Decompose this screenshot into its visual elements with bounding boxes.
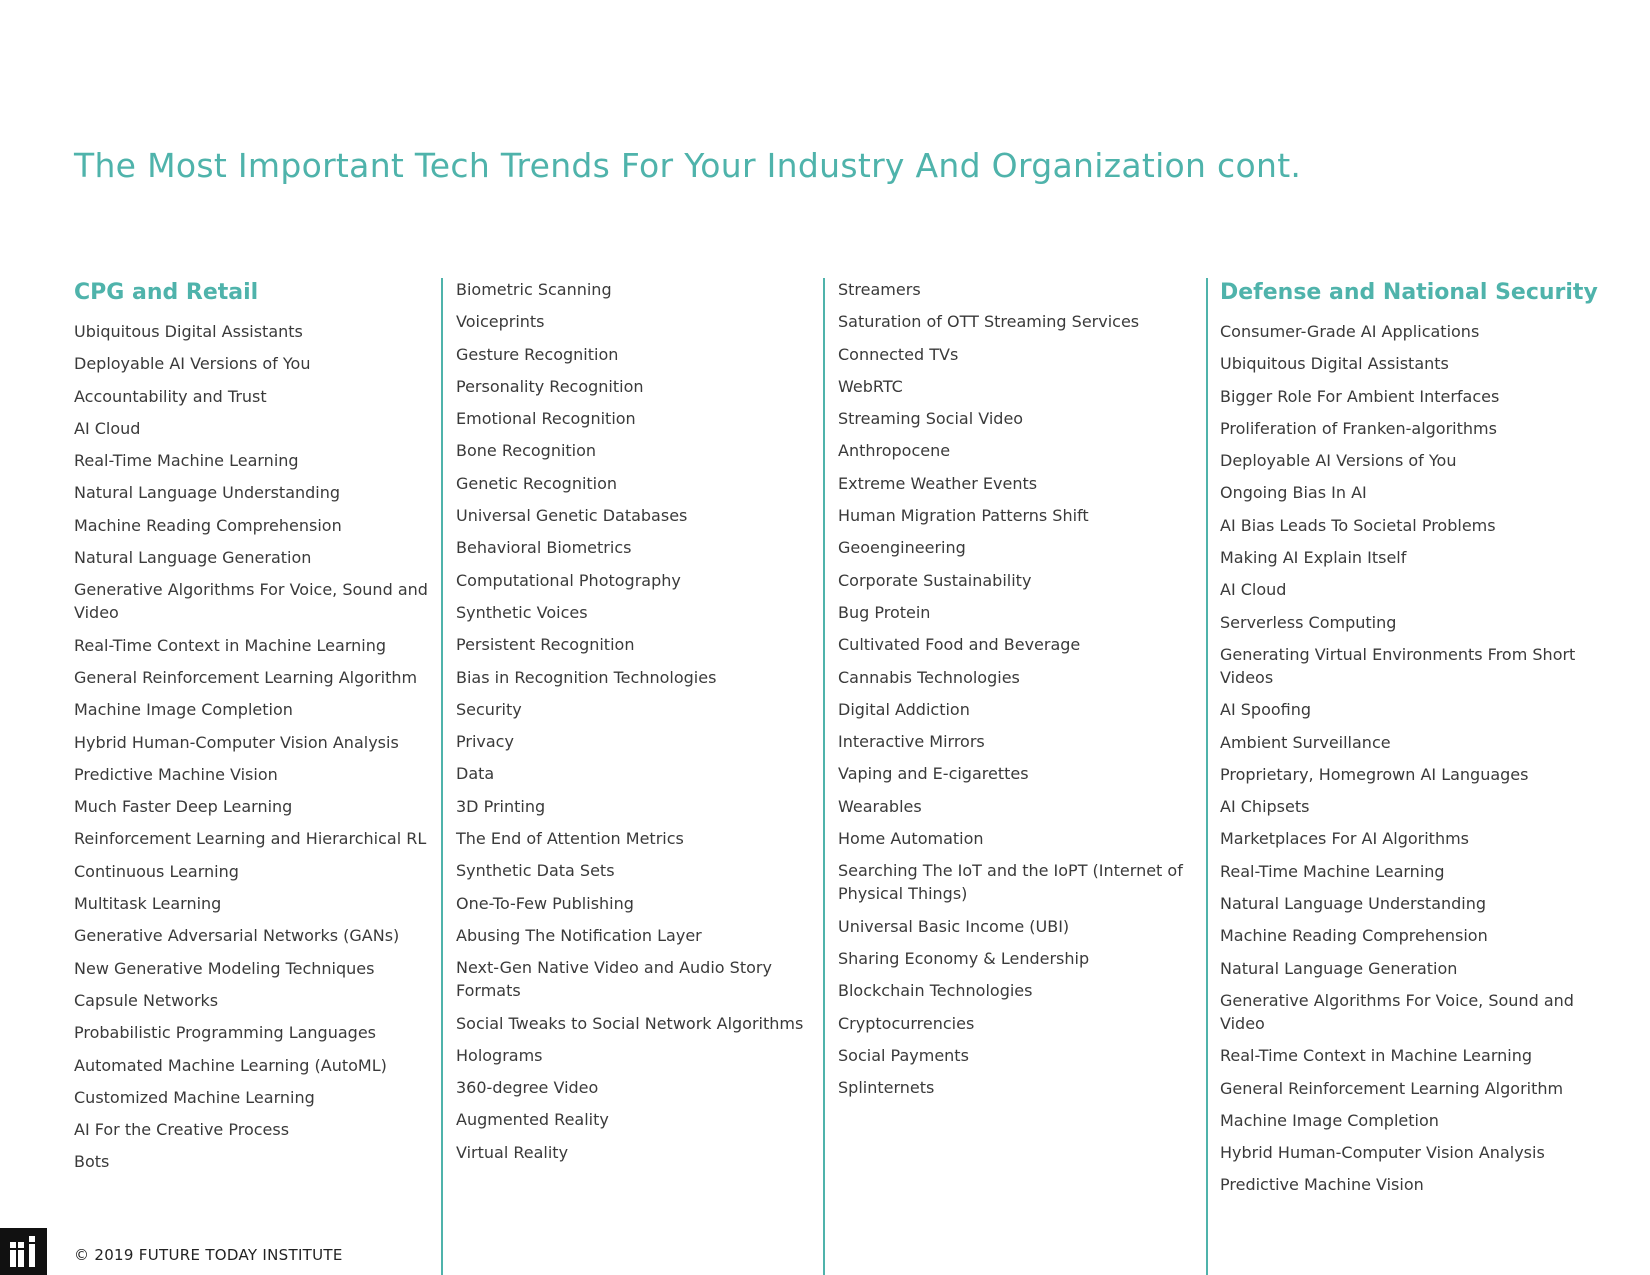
- trend-item: Natural Language Generation: [74, 548, 312, 568]
- trend-item: AI Bias Leads To Societal Problems: [1220, 515, 1496, 535]
- trend-item: Deployable AI Versions of You: [1220, 451, 1457, 471]
- trend-item: Ambient Surveillance: [1220, 732, 1391, 752]
- trend-item: Synthetic Voices: [456, 602, 588, 622]
- trend-item: Automated Machine Learning (AutoML): [74, 1055, 387, 1075]
- trend-item: Splinternets: [838, 1078, 935, 1098]
- trend-item: Consumer-Grade AI Applications: [1220, 322, 1480, 341]
- trend-item: Making AI Explain Itself: [1220, 548, 1407, 568]
- trend-item: Searching The IoT and the IoPT (Internet of Physical Things): [838, 861, 1183, 904]
- trend-item: Ubiquitous Digital Assistants: [1220, 354, 1449, 374]
- column-divider: [441, 278, 443, 1275]
- trend-item: Machine Reading Comprehension: [1220, 926, 1488, 946]
- trend-item: Biometric Scanning: [456, 280, 612, 299]
- trend-item: Ubiquitous Digital Assistants: [74, 322, 303, 341]
- trend-item: Cultivated Food and Beverage: [838, 635, 1081, 655]
- trend-item: Synthetic Data Sets: [456, 861, 615, 881]
- trend-item: Behavioral Biometrics: [456, 538, 632, 558]
- trend-item: Cannabis Technologies: [838, 667, 1020, 687]
- trend-item: Persistent Recognition: [456, 635, 635, 655]
- trend-item: Bigger Role For Ambient Interfaces: [1220, 386, 1500, 406]
- trend-item: General Reinforcement Learning Algorithm: [1220, 1078, 1564, 1098]
- trend-item: Real-Time Context in Machine Learning: [1220, 1046, 1532, 1066]
- trend-item: Streamers: [838, 280, 921, 299]
- trend-item: Hybrid Human-Computer Vision Analysis: [1220, 1143, 1545, 1163]
- trend-item: Natural Language Generation: [1220, 958, 1458, 978]
- trend-item: Machine Reading Comprehension: [74, 515, 342, 535]
- trend-item: Capsule Networks: [74, 990, 219, 1010]
- trend-item: Sharing Economy & Lendership: [838, 948, 1090, 968]
- trend-item: WebRTC: [838, 376, 903, 396]
- trend-item: Next-Gen Native Video and Audio Story Formats: [456, 958, 772, 1001]
- trend-item: Voiceprints: [456, 312, 545, 332]
- trend-item: Virtual Reality: [456, 1142, 569, 1162]
- trend-item: Digital Addiction: [838, 699, 970, 719]
- trend-item: Social Tweaks to Social Network Algorithms: [456, 1013, 804, 1033]
- trend-item: Computational Photography: [456, 570, 681, 590]
- trend-item: Ongoing Bias In AI: [1220, 483, 1367, 503]
- trend-item: Accountability and Trust: [74, 386, 267, 406]
- trend-item: AI Chipsets: [1220, 797, 1310, 817]
- trend-item: Marketplaces For AI Algorithms: [1220, 829, 1469, 849]
- trend-item: Personality Recognition: [456, 376, 644, 396]
- copyright-text: © 2019 FUTURE TODAY INSTITUTE: [74, 1246, 343, 1264]
- trend-item: 360-degree Video: [456, 1078, 599, 1098]
- trend-item: Holograms: [456, 1045, 543, 1065]
- column-2: [456, 278, 816, 1173]
- trend-item: One-To-Few Publishing: [456, 893, 634, 913]
- trend-item: Universal Basic Income (UBI): [838, 916, 1070, 936]
- trend-item: Machine Image Completion: [74, 700, 293, 720]
- trend-item: Security: [456, 699, 522, 719]
- trend-item: Probabilistic Programming Languages: [74, 1023, 376, 1043]
- trend-item: Natural Language Understanding: [1220, 894, 1487, 914]
- trend-item: Generative Adversarial Networks (GANs): [74, 926, 400, 946]
- trend-item: Proprietary, Homegrown AI Languages: [1220, 764, 1529, 784]
- trend-item: Much Faster Deep Learning: [74, 797, 293, 817]
- column-cpg-retail: [74, 278, 434, 1183]
- trend-item: Data: [456, 764, 495, 784]
- trend-item: Generative Algorithms For Voice, Sound and Video: [74, 580, 428, 623]
- trend-item: Wearables: [838, 796, 922, 816]
- trend-list: [1220, 320, 1592, 1196]
- trend-item: Corporate Sustainability: [838, 570, 1032, 590]
- trend-item: Streaming Social Video: [838, 409, 1024, 429]
- trend-list: [838, 278, 1198, 1099]
- trend-item: Genetic Recognition: [456, 473, 618, 493]
- column-3: [838, 278, 1198, 1108]
- trend-item: Saturation of OTT Streaming Services: [838, 312, 1140, 332]
- trend-item: Serverless Computing: [1220, 612, 1397, 632]
- trend-item: Customized Machine Learning: [74, 1087, 315, 1107]
- trend-list: [74, 320, 434, 1173]
- trend-item: Hybrid Human-Computer Vision Analysis: [74, 732, 399, 752]
- trend-item: Bug Protein: [838, 602, 931, 622]
- trend-item: Predictive Machine Vision: [1220, 1175, 1424, 1195]
- trend-item: Privacy: [456, 732, 514, 752]
- trend-item: AI Cloud: [1220, 580, 1287, 600]
- trend-item: Bone Recognition: [456, 441, 597, 461]
- trend-item: Gesture Recognition: [456, 344, 619, 364]
- trend-item: AI Spoofing: [1220, 700, 1312, 720]
- trend-item: Extreme Weather Events: [838, 473, 1038, 493]
- trend-item: Anthropocene: [838, 441, 951, 461]
- column-divider: [823, 278, 825, 1275]
- trend-item: Continuous Learning: [74, 861, 239, 881]
- trend-item: AI Cloud: [74, 418, 141, 438]
- trend-item: New Generative Modeling Techniques: [74, 958, 375, 978]
- trend-item: Bots: [74, 1152, 110, 1172]
- column-defense-national-security: [1220, 278, 1598, 1206]
- trend-item: Emotional Recognition: [456, 409, 636, 429]
- trend-item: Connected TVs: [838, 344, 959, 364]
- trend-item: Real-Time Machine Learning: [1220, 861, 1445, 881]
- trend-item: Augmented Reality: [456, 1110, 609, 1130]
- trend-list: [456, 278, 816, 1164]
- trend-item: Abusing The Notification Layer: [456, 925, 702, 945]
- trend-item: Natural Language Understanding: [74, 483, 341, 503]
- trend-item: Generative Algorithms For Voice, Sound and Video: [1220, 990, 1574, 1033]
- section-heading-cpg-retail: CPG and Retail: [74, 280, 259, 305]
- trend-item: Cryptocurrencies: [838, 1013, 975, 1033]
- trend-item: Home Automation: [838, 829, 984, 849]
- trend-item: Interactive Mirrors: [838, 732, 985, 752]
- trend-item: Generating Virtual Environments From Short Videos: [1220, 644, 1576, 687]
- trend-item: Multitask Learning: [74, 894, 222, 914]
- trend-item: Machine Image Completion: [1220, 1110, 1439, 1130]
- trend-item: Bias in Recognition Technologies: [456, 667, 717, 687]
- trend-item: Real-Time Context in Machine Learning: [74, 635, 386, 655]
- column-divider: [1206, 278, 1208, 1275]
- trend-item: Reinforcement Learning and Hierarchical RL: [74, 829, 427, 849]
- trend-item: General Reinforcement Learning Algorithm: [74, 667, 418, 687]
- trend-item: Proliferation of Franken-algorithms: [1220, 418, 1497, 438]
- trend-item: Vaping and E-cigarettes: [838, 764, 1029, 784]
- trend-item: The End of Attention Metrics: [456, 829, 684, 849]
- trend-item: Universal Genetic Databases: [456, 506, 688, 526]
- trend-item: Geoengineering: [838, 538, 966, 558]
- trend-item: Social Payments: [838, 1045, 969, 1065]
- section-heading-defense-national-security: Defense and National Security: [1220, 280, 1598, 305]
- fti-logo-icon: [0, 1228, 47, 1275]
- trend-item: Blockchain Technologies: [838, 981, 1033, 1001]
- trend-item: Deployable AI Versions of You: [74, 354, 311, 374]
- trend-item: Predictive Machine Vision: [74, 764, 278, 784]
- trend-item: AI For the Creative Process: [74, 1120, 290, 1140]
- trend-item: 3D Printing: [456, 796, 546, 816]
- page-title: The Most Important Tech Trends For Your Industry And Organization cont.: [74, 146, 1302, 185]
- trend-item: Real-Time Machine Learning: [74, 451, 299, 471]
- trend-item: Human Migration Patterns Shift: [838, 506, 1089, 526]
